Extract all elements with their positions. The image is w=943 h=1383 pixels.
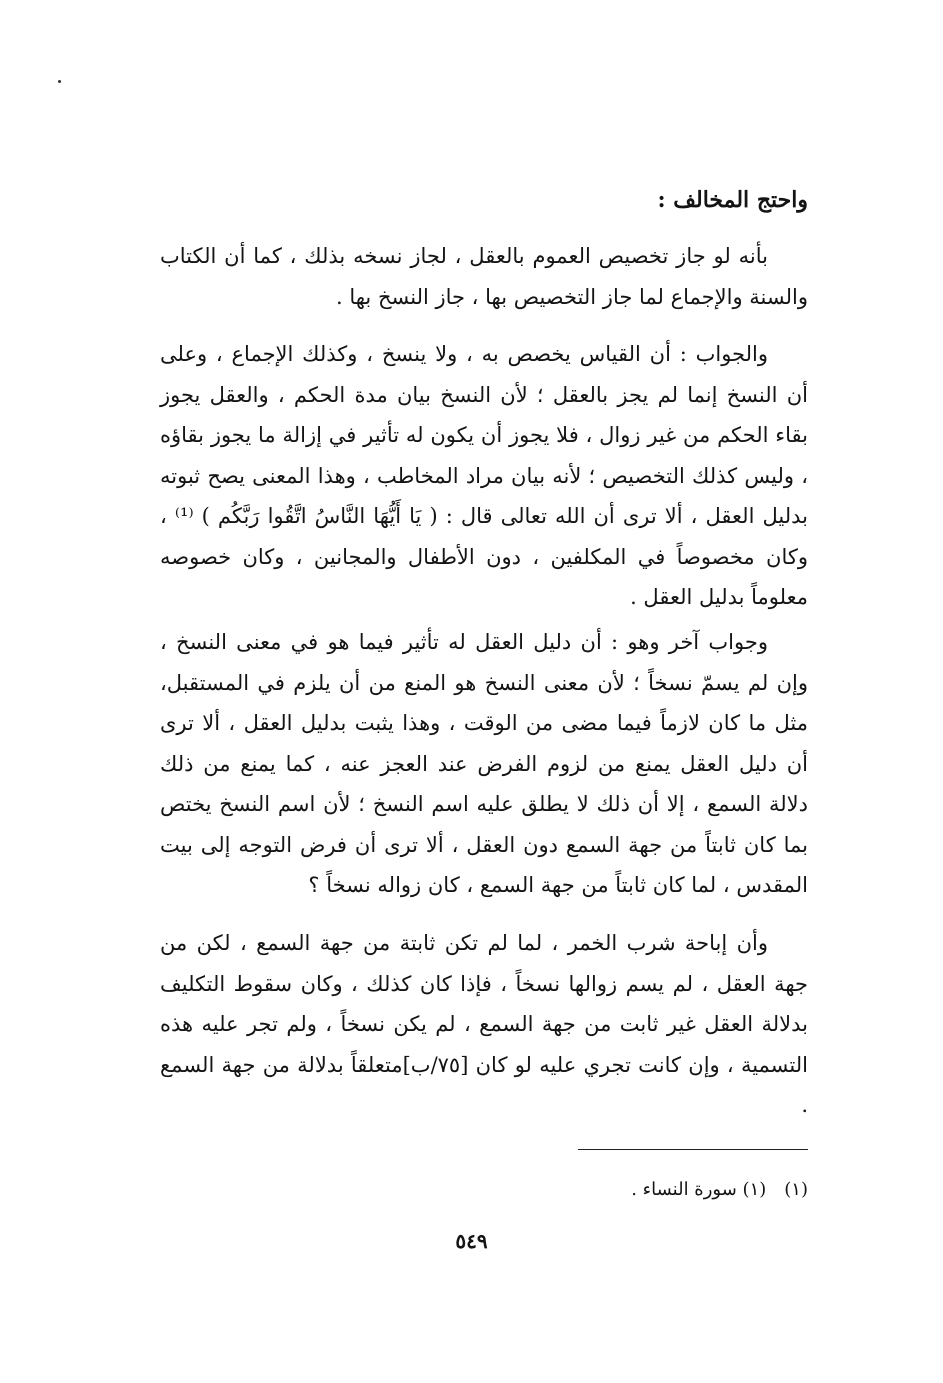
- paragraph-2: [160, 334, 808, 618]
- margin-dot: [58, 80, 61, 83]
- footnote: [631, 1176, 808, 1204]
- footnote-number: (١): [784, 1179, 808, 1200]
- footnote-separator: [578, 1149, 808, 1150]
- paragraph-3: [160, 622, 808, 906]
- paragraph-4: [160, 923, 808, 1126]
- section-heading: واحتج المخالف :: [657, 187, 808, 213]
- page-number: ٥٤٩: [455, 1229, 488, 1253]
- paragraph-1: [160, 236, 808, 317]
- footnote-text: (١) سورة النساء .: [631, 1179, 767, 1200]
- paragraph-text: والجواب : أن القياس يخصص به ، ولا ينسخ ، وكذلك الإجماع ، وعلى أن النسخ إنما لم يجز بالعقل ؛ لأن النسخ بيان مدة الحكم ، والعقل يجوز بقاء الحكم من غير زوال ، فلا يجوز أن يكون له تأثير في إزالة ما يجوز بقاؤه ، وليس كذلك التخصيص ؛ لأنه بيان مراد المخاطب ، وهذا المعنى يصح ثبوته بدليل العقل ، ألا ترى أن الله تعالى قال : ( يَا أَيُّهَا النَّاسُ اتَّقُوا رَبَّكُم ) ⁽¹⁾ ، وكان مخصوصاً في المكلفين ، دون الأطفال والمجانين ، وكان خصوصه معلوماً بدليل العقل .: [160, 342, 808, 609]
- paragraph-text: بأنه لو جاز تخصيص العموم بالعقل ، لجاز نسخه بذلك ، كما أن الكتاب والسنة والإجماع لما جاز التخصيص بها ، جاز النسخ بها .: [160, 244, 808, 309]
- paragraph-text: وأن إباحة شرب الخمر ، لما لم تكن ثابتة من جهة السمع ، لكن من جهة العقل ، لم يسم زوالها نسخاً ، فإذا كان كذلك ، وكان سقوط التكليف بدلالة العقل غير ثابت من جهة السمع ، لم يكن نسخاً ، ولم تجر عليه هذه التسمية ، وإن كانت تجري عليه لو كان [٧٥/ب]متعلقاً بدلالة من جهة السمع .: [160, 931, 808, 1117]
- paragraph-text: وجواب آخر وهو : أن دليل العقل له تأثير فيما هو في معنى النسخ ، وإن لم يسمّ نسخاً ؛ لأن معنى النسخ هو المنع من أن يلزم في المستقبل، مثل ما كان لازماً فيما مضى من الوقت ، وهذا يثبت بدليل العقل ، ألا ترى أن دليل العقل يمنع من لزوم الفرض عند العجز عنه ، كما يمنع من ذلك دلالة السمع ، إلا أن ذلك لا يطلق عليه اسم النسخ ؛ لأن اسم النسخ يختص بما كان ثابتاً من جهة السمع دون العقل ، ألا ترى أن فرض التوجه إلى بيت المقدس ، لما كان ثابتاً من جهة السمع ، كان زواله نسخاً ؟: [160, 630, 808, 897]
